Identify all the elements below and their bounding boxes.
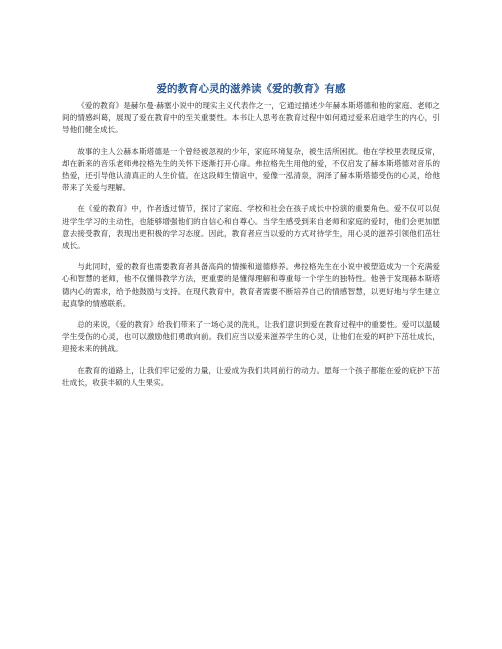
paragraph: 《爱的教育》是赫尔曼·赫塞小说中的现实主义代表作之一，它通过描述少年赫本斯塔德和他的家庭、老师之间的情感纠葛，展现了爱在教育中的至关重要性。本书让人思考在教育过程中如何通过爱来启迪学生的内心，引导他们健全成长。 [62,101,440,135]
paragraph: 在《爱的教育》中，作者透过情节，探讨了家庭、学校和社会在孩子成长中扮演的重要角色。爱不仅可以促进学生学习的主动性，也能够增强他们的自信心和自尊心。当学生感受到来自老师和家庭的爱时，他们会更加愿意去接受教育，表现出更积极的学习态度。因此，教育者应当以爱的方式对待学生，用心灵的滋养引领他们茁壮成长。 [62,204,440,251]
document-body [62,100,440,398]
paragraph: 在教育的道路上，让我们牢记爱的力量，让爱成为我们共同前行的动力。愿每一个孩子都能在爱的庇护下茁壮成长，收获丰硕的人生果实。 [62,365,440,387]
paragraph: 故事的主人公赫本斯塔德是一个曾经被忽视的少年，家庭环境复杂，被生活所困扰。他在学校里表现反常，却在新来的音乐老师弗拉格先生的关怀下逐渐打开心扉。弗拉格先生用他的爱，不仅启发了赫本斯塔德对音乐的热爱，还引导他认清真正的人生价值。在这段师生情谊中，爱像一泓清泉，润泽了赫本斯塔德受伤的心灵，给他带来了关爱与理解。 [62,146,440,193]
document-title: 爱的教育心灵的滋养读《爱的教育》有感 [156,83,346,95]
paragraph: 与此同时，爱的教育也需要教育者具备高尚的情操和道德修养。弗拉格先生在小说中被塑造成为一个充满爱心和智慧的老师，他不仅懂得教学方法，更重要的是懂得理解和尊重每一个学生的独特性。他善于发现赫本斯塔德内心的需求，给予他鼓励与支持。在现代教育中，教育者需要不断培养自己的情感智慧，以更好地与学生建立起真挚的情感联系。 [62,262,440,308]
paragraph: 总的来说，《爱的教育》给我们带来了一场心灵的洗礼，让我们意识到爱在教育过程中的重要性。爱可以温暖学生受伤的心灵，也可以激励他们勇敢向前。我们应当以爱来滋养学生的心灵，让他们在爱的呵护下茁壮成长，迎接未来的挑战。 [62,320,440,354]
